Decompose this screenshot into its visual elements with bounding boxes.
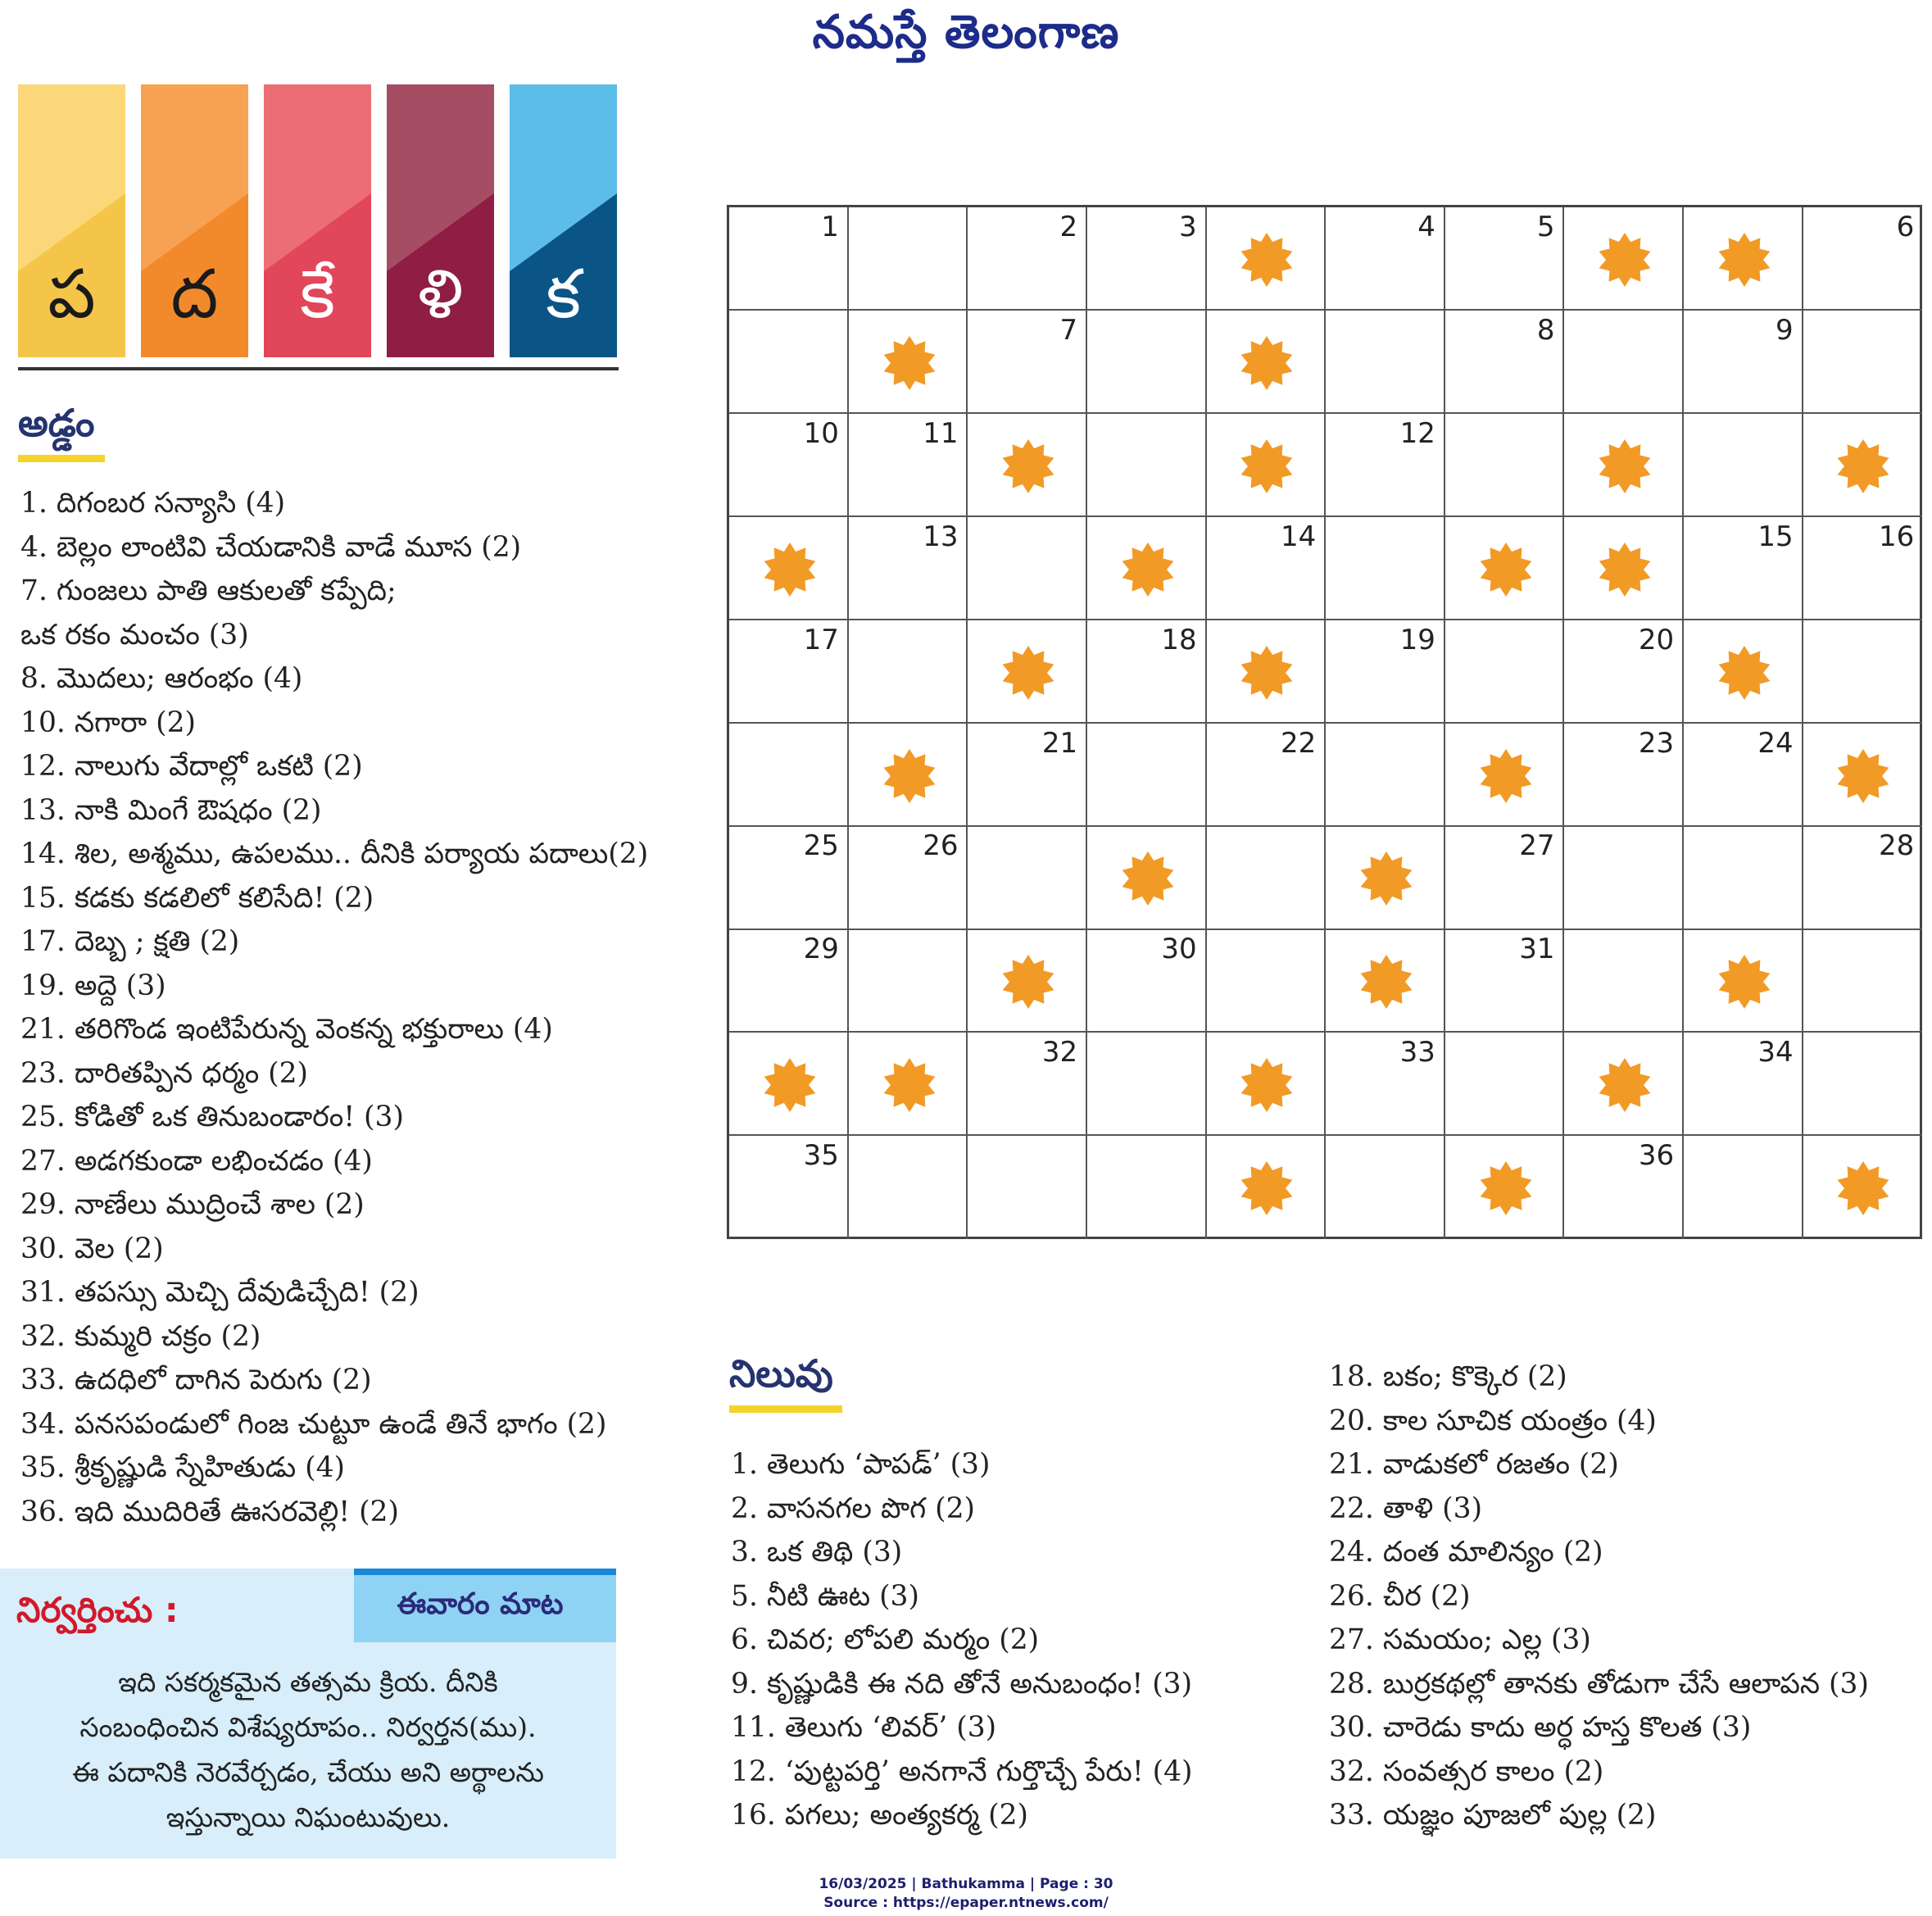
- clue-item: 27. సమయం; ఎల్ల (3): [1329, 1623, 1591, 1656]
- clue-item: 31. తపస్సు మెచ్చి దేవుడిచ్చేది! (2): [20, 1276, 420, 1309]
- word-body-line: ఈ పదానికి నెరవేర్చడం, చేయు అని అర్థాలను: [72, 1756, 544, 1788]
- across-heading: అడ్డం: [18, 401, 95, 445]
- clue-item: 23. దారితప్పిన ధర్మం (2): [20, 1056, 309, 1090]
- clue-item: 5. నీటి ఊట (3): [731, 1579, 919, 1613]
- title-tile: [264, 84, 371, 357]
- puzzle-title-tiles: [18, 84, 619, 359]
- across-clue-list: [20, 482, 648, 1534]
- title-tile-letter: ళి: [417, 256, 464, 334]
- grid-cell[interactable]: [729, 311, 849, 414]
- star-block-icon: [1478, 542, 1534, 597]
- grid-cell[interactable]: [1564, 724, 1684, 827]
- clue-number: 1: [821, 211, 839, 243]
- clue-number: 13: [923, 520, 959, 553]
- grid-cell[interactable]: [729, 929, 849, 1033]
- clue-number: 35: [803, 1139, 839, 1173]
- grid-cell[interactable]: [1087, 207, 1207, 311]
- word-body-line: ఇది సకర్మకమైన తత్సమ క్రియ. దీనికి: [118, 1666, 498, 1698]
- clue-number: 9: [1776, 313, 1794, 347]
- grid-cell[interactable]: [1326, 414, 1445, 517]
- clue-item: 13. నాకి మింగే ఔషధం (2): [20, 793, 322, 827]
- grid-cell[interactable]: [1684, 414, 1803, 517]
- star-block-icon: [1120, 542, 1176, 597]
- clue-number: 34: [1757, 1036, 1794, 1069]
- grid-block-cell: [729, 517, 849, 620]
- grid-cell[interactable]: [849, 620, 968, 724]
- clue-item: 15. కడకు కడలిలో కలిసేది! (2): [20, 881, 374, 915]
- grid-cell[interactable]: [729, 207, 849, 311]
- grid-block-cell: [1206, 620, 1326, 724]
- star-block-icon: [1478, 748, 1534, 804]
- clue-number: 22: [1281, 726, 1317, 760]
- grid-cell[interactable]: [1087, 1033, 1207, 1136]
- clue-item: 25. కోడితో ఒక తినుబండారం! (3): [20, 1101, 404, 1133]
- clue-number: 31: [1519, 933, 1555, 966]
- star-block-icon: [1717, 232, 1772, 288]
- grid-block-cell: [1684, 620, 1803, 724]
- grid-cell[interactable]: [1445, 414, 1565, 517]
- grid-block-cell: [729, 1033, 849, 1136]
- star-block-icon: [1000, 438, 1056, 494]
- clue-number: 5: [1536, 211, 1555, 243]
- clue-number: 32: [1041, 1036, 1078, 1069]
- clue-number: 24: [1757, 726, 1794, 760]
- grid-cell[interactable]: [1445, 311, 1565, 414]
- grid-block-cell: [1684, 207, 1803, 311]
- grid-cell[interactable]: [1684, 724, 1803, 827]
- grid-block-cell: [1206, 414, 1326, 517]
- clue-number: 33: [1399, 1036, 1435, 1069]
- grid-block-cell: [849, 311, 968, 414]
- grid-cell[interactable]: [968, 826, 1087, 929]
- grid-cell[interactable]: [1445, 620, 1565, 724]
- clue-item: 33. యజ్ఞం పూజలో పుల్ల (2): [1329, 1799, 1657, 1832]
- clue-item: 1. తెలుగు ‘పాపడ్’ (3): [731, 1448, 991, 1481]
- star-block-icon: [762, 1057, 818, 1113]
- title-tile-letter: ద: [170, 256, 219, 334]
- clue-number: 8: [1536, 313, 1555, 347]
- title-divider: [18, 367, 619, 370]
- grid-cell[interactable]: [1803, 517, 1922, 620]
- grid-block-cell: [1564, 414, 1684, 517]
- grid-cell[interactable]: [1803, 620, 1922, 724]
- grid-block-cell: [1445, 1136, 1565, 1239]
- grid-cell[interactable]: [1803, 929, 1922, 1033]
- clue-item: 9. కృష్ణుడికి ఈ నది తోనే అనుబంధం! (3): [731, 1667, 1193, 1700]
- clue-item: 22. తాళి (3): [1329, 1491, 1483, 1525]
- grid-block-cell: [1326, 826, 1445, 929]
- grid-cell[interactable]: [1684, 826, 1803, 929]
- grid-block-cell: [1206, 311, 1326, 414]
- clue-item: 4. బెల్లం లాంటివి చేయడానికి వాడే మూస (2): [20, 530, 522, 564]
- grid-block-cell: [849, 724, 968, 827]
- clue-item: 32. సంవత్సర కాలం (2): [1329, 1755, 1604, 1788]
- grid-cell[interactable]: [1684, 311, 1803, 414]
- clue-item: 21. తరిగొండ ఇంటిపేరున్న వెంకన్న భక్తురాలు (4): [20, 1013, 553, 1046]
- grid-cell[interactable]: [1684, 1033, 1803, 1136]
- clue-item: 17. దెబ్బ ; క్షతి (2): [20, 925, 240, 958]
- star-block-icon: [1835, 748, 1891, 804]
- word-of-the-week-body: [16, 1659, 600, 1840]
- grid-cell[interactable]: [1326, 620, 1445, 724]
- grid-cell[interactable]: [1206, 929, 1326, 1033]
- grid-cell[interactable]: [729, 724, 849, 827]
- clue-item: 28. బుర్రకథల్లో తానకు తోడుగా చేసే ఆలాపన (3): [1329, 1667, 1869, 1700]
- word-of-the-week-title: నిర్వర్తించు :: [16, 1590, 179, 1630]
- star-block-icon: [1835, 438, 1891, 494]
- clue-item: 6. చివర; లోపలి మర్మం (2): [731, 1623, 1040, 1656]
- clue-number: 14: [1281, 520, 1317, 553]
- star-block-icon: [882, 748, 937, 804]
- title-tile: [18, 84, 125, 357]
- grid-block-cell: [1087, 517, 1207, 620]
- star-block-icon: [1239, 335, 1295, 391]
- clue-item: 27. అడగకుండా లభించడం (4): [20, 1144, 373, 1178]
- clue-number: 36: [1638, 1139, 1675, 1173]
- grid-block-cell: [849, 1033, 968, 1136]
- grid-cell[interactable]: [1564, 826, 1684, 929]
- grid-block-cell: [1803, 724, 1922, 827]
- grid-cell[interactable]: [1326, 1136, 1445, 1239]
- grid-cell[interactable]: [1206, 517, 1326, 620]
- clue-number: 10: [803, 416, 839, 450]
- clue-item: 26. చీర (2): [1329, 1579, 1471, 1613]
- clue-number: 20: [1638, 623, 1675, 656]
- word-body-line: సంబంధించిన విశేష్యరూపం.. నిర్వర్తన(ము).: [79, 1711, 537, 1743]
- grid-cell[interactable]: [968, 311, 1087, 414]
- star-block-icon: [882, 1057, 937, 1113]
- clue-number: 12: [1399, 416, 1435, 450]
- clue-number: 30: [1161, 933, 1197, 966]
- newspaper-masthead: నమస్తే తెలంగాణ: [812, 6, 1120, 59]
- grid-cell[interactable]: [849, 826, 968, 929]
- clue-number: 19: [1399, 623, 1435, 656]
- grid-block-cell: [1564, 207, 1684, 311]
- grid-cell[interactable]: [1445, 929, 1565, 1033]
- clue-item: 12. ‘పుట్టపర్తి’ అనగానే గుర్తొచ్చే పేరు! (4): [731, 1755, 1193, 1788]
- grid-block-cell: [1803, 1136, 1922, 1239]
- grid-cell[interactable]: [1445, 1033, 1565, 1136]
- clue-number: 18: [1161, 623, 1197, 656]
- star-block-icon: [1239, 1160, 1295, 1216]
- clue-number: 29: [803, 933, 839, 966]
- clue-number: 6: [1896, 211, 1915, 243]
- star-block-icon: [1835, 1160, 1891, 1216]
- grid-block-cell: [1206, 207, 1326, 311]
- grid-cell[interactable]: [849, 1136, 968, 1239]
- page-footer: [0, 1875, 1932, 1913]
- clue-item: 34. పనసపండులో గింజ చుట్టూ ఉండే తినే భాగం (2): [20, 1407, 607, 1441]
- clue-item: 36. ఇది ముదిరితే ఊసరవెల్లి! (2): [20, 1495, 399, 1528]
- grid-cell[interactable]: [1206, 826, 1326, 929]
- grid-cell[interactable]: [729, 620, 849, 724]
- grid-cell[interactable]: [849, 517, 968, 620]
- title-tile-letter: క: [546, 256, 581, 334]
- grid-cell[interactable]: [1803, 207, 1922, 311]
- grid-cell[interactable]: [1087, 311, 1207, 414]
- grid-cell[interactable]: [1087, 929, 1207, 1033]
- grid-cell[interactable]: [729, 1136, 849, 1239]
- clue-number: 23: [1638, 726, 1675, 760]
- clue-number: 17: [803, 623, 839, 656]
- grid-cell[interactable]: [968, 724, 1087, 827]
- star-block-icon: [1717, 954, 1772, 1010]
- grid-cell[interactable]: [1803, 1033, 1922, 1136]
- star-block-icon: [1000, 954, 1056, 1010]
- clue-item: 11. తెలుగు ‘లివర్’ (3): [731, 1711, 997, 1744]
- star-block-icon: [1239, 232, 1295, 288]
- grid-cell[interactable]: [1326, 724, 1445, 827]
- clue-item: 29. నాణేలు ముద్రించే శాల (2): [20, 1188, 365, 1221]
- grid-block-cell: [1326, 929, 1445, 1033]
- clue-item: ఒక రకం మంచం (3): [20, 618, 249, 652]
- clue-item: 8. మొదలు; ఆరంభం (4): [20, 662, 303, 695]
- star-block-icon: [762, 542, 818, 597]
- clue-item: 35. శ్రీకృష్ణుడి స్నేహితుడు (4): [20, 1451, 346, 1484]
- grid-cell[interactable]: [1684, 1136, 1803, 1239]
- grid-cell[interactable]: [1803, 826, 1922, 929]
- across-underline: [18, 455, 105, 462]
- grid-cell[interactable]: [849, 929, 968, 1033]
- grid-block-cell: [1564, 517, 1684, 620]
- clue-number: 3: [1179, 211, 1197, 243]
- grid-cell[interactable]: [1326, 207, 1445, 311]
- footer-date-line: 16/03/2025 | Bathukamma | Page : 30: [819, 1876, 1113, 1892]
- title-tile-letter: ప: [48, 256, 96, 334]
- grid-cell[interactable]: [968, 207, 1087, 311]
- grid-cell[interactable]: [1087, 620, 1207, 724]
- grid-cell[interactable]: [1564, 1136, 1684, 1239]
- grid-block-cell: [1564, 1033, 1684, 1136]
- grid-cell[interactable]: [1326, 1033, 1445, 1136]
- clue-item: 24. దంత మాలిన్యం (2): [1329, 1536, 1603, 1569]
- title-tile: [387, 84, 494, 357]
- grid-cell[interactable]: [1326, 517, 1445, 620]
- grid-cell[interactable]: [1564, 620, 1684, 724]
- clue-item: 2. వాసనగల పొగ (2): [731, 1491, 976, 1525]
- grid-cell[interactable]: [729, 414, 849, 517]
- star-block-icon: [1597, 542, 1653, 597]
- title-tile: [510, 84, 617, 357]
- clue-item: 3. ఒక తిథి (3): [731, 1536, 903, 1569]
- clue-number: 15: [1757, 520, 1794, 553]
- word-body-line: ఇస్తున్నాయి నిఘంటువులు.: [166, 1801, 451, 1833]
- grid-cell[interactable]: [968, 1033, 1087, 1136]
- grid-block-cell: [1445, 517, 1565, 620]
- star-block-icon: [1239, 438, 1295, 494]
- grid-cell[interactable]: [1445, 207, 1565, 311]
- clue-item: 14. శిల, అశ్మము, ఉపలము.. దీనికి పర్యాయ పదాలు(2): [20, 838, 649, 870]
- clue-number: 4: [1417, 211, 1435, 243]
- star-block-icon: [1478, 1160, 1534, 1216]
- grid-cell[interactable]: [1087, 724, 1207, 827]
- word-of-the-week-label: ఈవారం మాట: [397, 1587, 564, 1621]
- grid-cell[interactable]: [1684, 517, 1803, 620]
- star-block-icon: [1239, 645, 1295, 701]
- star-block-icon: [882, 335, 937, 391]
- clue-item: 18. బకం; కొక్కెర (2): [1329, 1360, 1567, 1393]
- grid-cell[interactable]: [968, 1136, 1087, 1239]
- star-block-icon: [1239, 1057, 1295, 1113]
- clue-number: 27: [1519, 829, 1555, 863]
- clue-item: 16. పగలు; అంత్యకర్మ (2): [731, 1799, 1028, 1832]
- clue-number: 16: [1879, 520, 1915, 553]
- grid-cell[interactable]: [1206, 724, 1326, 827]
- grid-cell[interactable]: [1564, 929, 1684, 1033]
- grid-block-cell: [1206, 1033, 1326, 1136]
- grid-cell[interactable]: [968, 517, 1087, 620]
- down-underline: [729, 1405, 842, 1413]
- grid-block-cell: [1684, 929, 1803, 1033]
- star-block-icon: [1358, 954, 1414, 1010]
- grid-cell[interactable]: [849, 414, 968, 517]
- star-block-icon: [1597, 438, 1653, 494]
- grid-cell[interactable]: [729, 826, 849, 929]
- grid-block-cell: [1206, 1136, 1326, 1239]
- grid-block-cell: [1803, 414, 1922, 517]
- clue-number: 26: [923, 829, 959, 863]
- grid-cell[interactable]: [1326, 311, 1445, 414]
- clue-number: 7: [1059, 313, 1078, 347]
- clue-item: 7. గుంజలు పాతి ఆకులతో కప్పేది;: [20, 574, 397, 607]
- clue-item: 32. కుమ్మరి చక్రం (2): [20, 1319, 261, 1353]
- grid-block-cell: [968, 620, 1087, 724]
- title-tile: [141, 84, 248, 357]
- clue-item: 33. ఉదధిలో దాగిన పెరుగు (2): [20, 1364, 372, 1396]
- grid-block-cell: [1445, 724, 1565, 827]
- clue-number: 25: [803, 829, 839, 863]
- grid-cell[interactable]: [1087, 1136, 1207, 1239]
- clue-item: 30. చారెడు కాదు అర్ధ హస్త కొలత (3): [1329, 1711, 1752, 1744]
- clue-item: 1. దిగంబర సన్యాసి (4): [20, 487, 286, 520]
- grid-block-cell: [968, 929, 1087, 1033]
- star-block-icon: [1597, 232, 1653, 288]
- star-block-icon: [1000, 645, 1056, 701]
- down-clue-list-column-1: [731, 1443, 1193, 1861]
- grid-cell[interactable]: [1087, 414, 1207, 517]
- footer-source-line: Source : https://epaper.ntnews.com/: [823, 1895, 1109, 1911]
- star-block-icon: [1717, 645, 1772, 701]
- grid-cell[interactable]: [1564, 311, 1684, 414]
- clue-item: 30. వెల (2): [20, 1232, 164, 1265]
- clue-number: 21: [1041, 726, 1078, 760]
- grid-cell[interactable]: [849, 207, 968, 311]
- down-clue-list-column-2: [1329, 1355, 1869, 1861]
- star-block-icon: [1120, 851, 1176, 906]
- star-block-icon: [1358, 851, 1414, 906]
- clue-item: 21. వాడుకలో రజతం (2): [1329, 1448, 1619, 1481]
- clue-number: 28: [1879, 829, 1915, 863]
- title-tile-letter: కే: [300, 256, 335, 334]
- clue-number: 2: [1059, 211, 1078, 243]
- star-block-icon: [1597, 1057, 1653, 1113]
- clue-number: 11: [923, 416, 959, 450]
- clue-item: 19. అద్దె (3): [20, 969, 166, 1002]
- grid-cell[interactable]: [1803, 311, 1922, 414]
- grid-block-cell: [968, 414, 1087, 517]
- clue-item: 20. కాల సూచిక యంత్రం (4): [1329, 1404, 1657, 1437]
- clue-item: 12. నాలుగు వేదాల్లో ఒకటి (2): [20, 750, 363, 783]
- grid-cell[interactable]: [1445, 826, 1565, 929]
- grid-block-cell: [1087, 826, 1207, 929]
- crossword-grid: [727, 205, 1922, 1239]
- clue-item: 10. నగారా (2): [20, 706, 196, 739]
- down-heading: నిలువు: [729, 1351, 833, 1396]
